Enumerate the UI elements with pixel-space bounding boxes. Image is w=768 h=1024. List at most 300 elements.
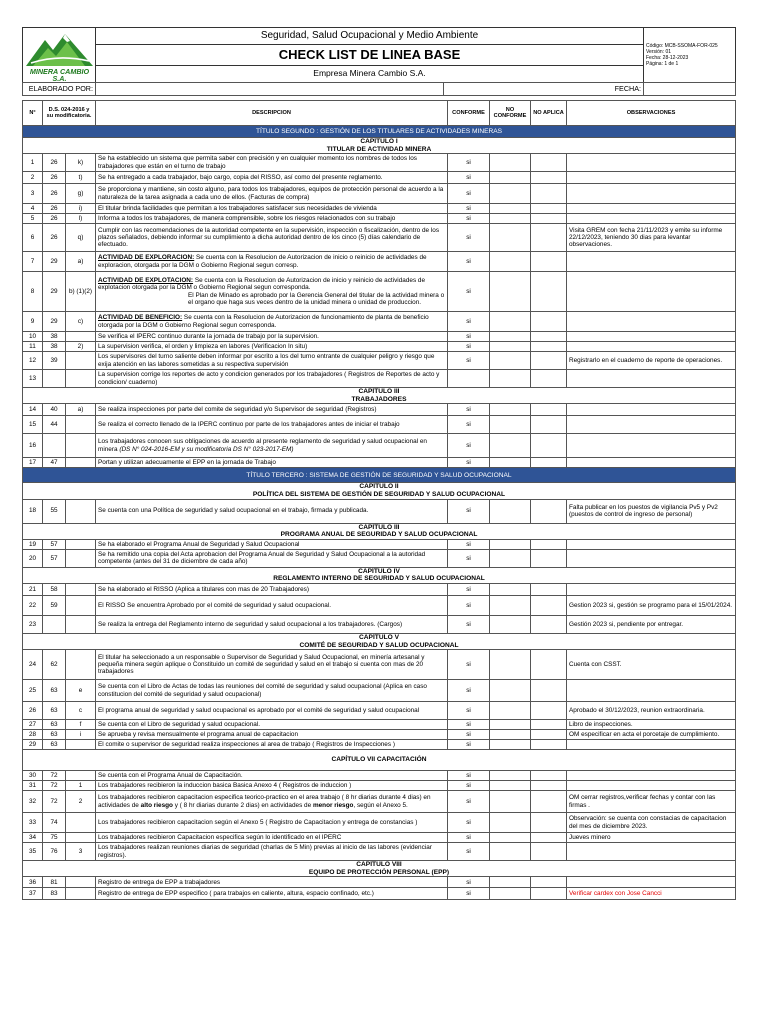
row-description	[96, 214, 448, 224]
no-aplica-cell[interactable]	[531, 771, 567, 781]
conforme-cell[interactable]: si	[448, 214, 490, 224]
row-ds-literal	[66, 813, 96, 833]
row-description	[96, 702, 448, 720]
row-ds-article: 59	[43, 595, 66, 615]
observaciones-cell[interactable]	[567, 172, 736, 184]
row-ds-literal	[66, 549, 96, 567]
no-conforme-cell[interactable]	[490, 888, 531, 900]
description-text: y ( 8 hr diarias durante 2 dias) en actividades de	[172, 801, 313, 809]
checklist-row	[23, 172, 736, 184]
observaciones-cell[interactable]	[567, 332, 736, 342]
description-text: Se verifica el IPERC continuo durante la jornada de trabajo por la supervision.	[98, 332, 319, 340]
observaciones-cell[interactable]: Gestión 2023 si, pendiente por entregar.	[567, 615, 736, 633]
description-text: Se cuenta con el Libro de seguridad y salud ocupacional.	[98, 720, 261, 728]
row-ds-literal: f	[66, 720, 96, 730]
row-ds-literal	[66, 458, 96, 468]
chapter-heading: CAPÍTULO I TITULAR DE ACTIVIDAD MINERA	[23, 138, 736, 154]
document-header	[22, 27, 736, 83]
observaciones-cell[interactable]: Observación: se cuenta con constacias de capacitacion del mes de diciembre 2023.	[567, 813, 736, 833]
no-aplica-cell[interactable]	[531, 595, 567, 615]
no-aplica-cell[interactable]	[531, 740, 567, 750]
no-aplica-cell[interactable]	[531, 877, 567, 888]
row-number: 3	[23, 184, 43, 204]
observaciones-cell[interactable]	[567, 204, 736, 214]
checklist-row	[23, 680, 736, 702]
description-text: Los trabajadores recibieron capacitacion especifica teorico-practico en el area trabajo ( 8 hr diarias durante 4 dias) en actividades de	[98, 794, 431, 809]
description-text: Los trabajadores recibieron la induccion basica Basica Anexo 4 ( Registros de induccion )	[98, 781, 352, 789]
checklist-row	[23, 224, 736, 252]
observaciones-cell[interactable]	[567, 342, 736, 352]
row-description	[96, 352, 448, 370]
no-conforme-cell[interactable]	[490, 404, 531, 416]
no-conforme-cell[interactable]	[490, 730, 531, 740]
row-number: 6	[23, 224, 43, 252]
checklist-row	[23, 813, 736, 833]
conforme-cell[interactable]: si	[448, 352, 490, 370]
row-ds-literal: c)	[66, 312, 96, 332]
no-conforme-cell[interactable]	[490, 416, 531, 434]
checklist-page	[22, 27, 735, 900]
checklist-row	[23, 888, 736, 900]
no-conforme-cell[interactable]	[490, 843, 531, 861]
no-aplica-cell[interactable]	[531, 332, 567, 342]
no-conforme-cell[interactable]	[490, 595, 531, 615]
row-ds-literal	[66, 771, 96, 781]
date-field[interactable]	[644, 83, 736, 96]
prepared-by-row	[22, 82, 736, 96]
conforme-cell[interactable]: si	[448, 730, 490, 740]
no-aplica-cell[interactable]	[531, 416, 567, 434]
no-conforme-cell[interactable]	[490, 650, 531, 680]
no-aplica-cell[interactable]	[531, 888, 567, 900]
no-conforme-cell[interactable]	[490, 204, 531, 214]
chapter-heading: CAPÍTULO V COMITÉ DE SEGURIDAD Y SALUD OCUPACIONAL	[23, 633, 736, 649]
conforme-cell[interactable]: si	[448, 720, 490, 730]
description-text: Se realiza el correcto llenado de la IPERC continuo por parte de los trabajadores antes de iniciar el trabajo	[98, 421, 400, 429]
no-aplica-cell[interactable]	[531, 154, 567, 172]
no-conforme-cell[interactable]	[490, 781, 531, 791]
conforme-cell[interactable]: si	[448, 499, 490, 523]
conforme-cell[interactable]: si	[448, 833, 490, 843]
row-ds-article: 83	[43, 888, 66, 900]
observaciones-cell[interactable]: Cuenta con CSST.	[567, 650, 736, 680]
description-text: La supervision verifica, el orden y limpieza en labores (Verificacion In situ)	[98, 342, 308, 350]
chapter-heading: CAPÍTULO IV REGLAMENTO INTERNO DE SEGURIDAD Y SALUD OCUPACIONAL	[23, 567, 736, 583]
description-text: , según el Anexo 5.	[353, 801, 408, 809]
row-ds-article	[43, 434, 66, 458]
no-aplica-cell[interactable]	[531, 843, 567, 861]
conforme-cell[interactable]: si	[448, 702, 490, 720]
row-number: 12	[23, 352, 43, 370]
row-ds-article: 81	[43, 877, 66, 888]
conforme-cell[interactable]: si	[448, 813, 490, 833]
observaciones-cell[interactable]	[567, 740, 736, 750]
col-no-aplica: NO APLICA	[531, 101, 567, 126]
no-conforme-cell[interactable]	[490, 833, 531, 843]
checklist-row	[23, 791, 736, 813]
no-aplica-cell[interactable]	[531, 252, 567, 272]
description-text: Se ha establecido un sistema que permita saber con precisión y en cualquier momento los nombres de todos los trabajadores que están en el turno de trabajo	[98, 155, 417, 170]
row-description	[96, 184, 448, 204]
description-text: El comite o supervisor de seguridad realiza inspecciones al area de trabajo ( Registros de Inspecciones )	[98, 740, 395, 748]
conforme-cell[interactable]: si	[448, 549, 490, 567]
observaciones-cell[interactable]	[567, 781, 736, 791]
row-ds-literal	[66, 332, 96, 342]
row-ds-article: 63	[43, 702, 66, 720]
no-aplica-cell[interactable]	[531, 702, 567, 720]
checklist-row	[23, 332, 736, 342]
no-conforme-cell[interactable]	[490, 342, 531, 352]
conforme-cell[interactable]: si	[448, 416, 490, 434]
row-ds-article	[43, 615, 66, 633]
observaciones-cell[interactable]	[567, 843, 736, 861]
no-conforme-cell[interactable]	[490, 434, 531, 458]
no-aplica-cell[interactable]	[531, 813, 567, 833]
row-ds-article: 72	[43, 781, 66, 791]
row-ds-literal: i	[66, 730, 96, 740]
conforme-cell[interactable]: si	[448, 342, 490, 352]
checklist-row	[23, 720, 736, 730]
description-text: menor riesgo	[312, 801, 354, 809]
no-aplica-cell[interactable]	[531, 342, 567, 352]
no-conforme-cell[interactable]	[490, 172, 531, 184]
no-conforme-cell[interactable]	[490, 332, 531, 342]
observaciones-cell[interactable]: OM especificar en acta el porcetaje de cumplimiento.	[567, 730, 736, 740]
no-aplica-cell[interactable]	[531, 352, 567, 370]
no-conforme-cell[interactable]	[490, 352, 531, 370]
checklist-row	[23, 434, 736, 458]
no-conforme-cell[interactable]	[490, 370, 531, 388]
no-aplica-cell[interactable]	[531, 539, 567, 549]
observaciones-cell[interactable]: Aprobado el 30/12/2023, reunion extraordinaria.	[567, 702, 736, 720]
conforme-cell[interactable]: si	[448, 539, 490, 549]
row-ds-literal	[66, 539, 96, 549]
row-description	[96, 370, 448, 388]
date-label: FECHA:	[444, 83, 644, 96]
row-ds-literal	[66, 499, 96, 523]
observaciones-cell[interactable]: Verificar cardex con Jose Cancci	[567, 888, 736, 900]
observaciones-cell[interactable]	[567, 458, 736, 468]
checklist-row	[23, 595, 736, 615]
chapter-heading: CAPÍTULO VII CAPACITACIÓN	[23, 750, 736, 771]
row-description	[96, 781, 448, 791]
checklist-row	[23, 740, 736, 750]
row-number: 13	[23, 370, 43, 388]
conforme-cell[interactable]: si	[448, 843, 490, 861]
row-number: 34	[23, 833, 43, 843]
row-description	[96, 833, 448, 843]
row-ds-article: 63	[43, 740, 66, 750]
observaciones-cell[interactable]	[567, 184, 736, 204]
no-aplica-cell[interactable]	[531, 312, 567, 332]
description-text: Se aprueba y revisa mensualmente el programa anual de capacitacion	[98, 730, 299, 738]
no-conforme-cell[interactable]	[490, 214, 531, 224]
document-title: CHECK LIST DE LINEA BASE	[96, 45, 644, 65]
no-conforme-cell[interactable]	[490, 720, 531, 730]
col-description: DESCRIPCION	[96, 101, 448, 126]
no-aplica-cell[interactable]	[531, 434, 567, 458]
no-aplica-cell[interactable]	[531, 214, 567, 224]
no-aplica-cell[interactable]	[531, 583, 567, 595]
checklist-row	[23, 214, 736, 224]
row-description	[96, 539, 448, 549]
conforme-cell[interactable]: si	[448, 791, 490, 813]
observaciones-cell[interactable]	[567, 370, 736, 388]
row-ds-article: 63	[43, 680, 66, 702]
observaciones-cell[interactable]	[567, 416, 736, 434]
conforme-cell[interactable]: si	[448, 184, 490, 204]
row-number: 21	[23, 583, 43, 595]
row-ds-article: 76	[43, 843, 66, 861]
row-description	[96, 595, 448, 615]
description-text: El Plan de Minado es aprobado por la Gerencia General del titular de la actividad minera o el organo que haga sus veces dentro de la unidad minera o unidad de produccion.	[188, 291, 445, 307]
row-number: 28	[23, 730, 43, 740]
no-conforme-cell[interactable]	[490, 224, 531, 252]
observaciones-cell[interactable]	[567, 771, 736, 781]
row-ds-article: 72	[43, 771, 66, 781]
no-aplica-cell[interactable]	[531, 720, 567, 730]
description-text: El programa anual de seguridad y salud ocupacional es aprobado por el comité de seguridad y salud ocupacional	[98, 706, 420, 714]
no-conforme-cell[interactable]	[490, 184, 531, 204]
row-ds-article: 29	[43, 272, 66, 312]
no-aplica-cell[interactable]	[531, 833, 567, 843]
row-description	[96, 843, 448, 861]
conforme-cell[interactable]: si	[448, 888, 490, 900]
row-description	[96, 720, 448, 730]
row-ds-article: 75	[43, 833, 66, 843]
row-ds-literal	[66, 370, 96, 388]
observaciones-cell[interactable]	[567, 404, 736, 416]
observaciones-cell[interactable]	[567, 549, 736, 567]
no-conforme-cell[interactable]	[490, 702, 531, 720]
checklist-row	[23, 833, 736, 843]
checklist-row	[23, 781, 736, 791]
row-ds-literal	[66, 434, 96, 458]
observaciones-cell[interactable]	[567, 680, 736, 702]
no-aplica-cell[interactable]	[531, 730, 567, 740]
checklist-table	[22, 100, 736, 900]
description-text: Se cuenta con la Resolucion de Autorizacion de inicio y reinicio de actividades de explotacion otorgada por la DGM o Gobierno Regional segun corresponda.	[98, 276, 426, 292]
no-conforme-cell[interactable]	[490, 771, 531, 781]
row-ds-literal	[66, 888, 96, 900]
conforme-cell[interactable]: si	[448, 312, 490, 332]
observaciones-cell[interactable]: Falta publicar en los puestos de vigilancia Pv5 y Pv2 (puestos de control de ingreso de personal)	[567, 499, 736, 523]
no-conforme-cell[interactable]	[490, 583, 531, 595]
row-ds-literal	[66, 416, 96, 434]
row-ds-article: 26	[43, 204, 66, 214]
observaciones-cell[interactable]	[567, 434, 736, 458]
observaciones-cell[interactable]	[567, 272, 736, 312]
no-aplica-cell[interactable]	[531, 204, 567, 214]
checklist-row	[23, 549, 736, 567]
no-conforme-cell[interactable]	[490, 791, 531, 813]
row-description	[96, 615, 448, 633]
row-description	[96, 252, 448, 272]
conforme-cell[interactable]: si	[448, 404, 490, 416]
conforme-cell[interactable]	[448, 370, 490, 388]
row-ds-article: 38	[43, 342, 66, 352]
row-ds-literal: e	[66, 680, 96, 702]
row-ds-literal	[66, 740, 96, 750]
no-conforme-cell[interactable]	[490, 680, 531, 702]
checklist-row	[23, 204, 736, 214]
conforme-cell[interactable]: si	[448, 204, 490, 214]
row-number: 16	[23, 434, 43, 458]
description-text: Registro de entrega de EPP especifico ( para trabajos en caliente, altura, espacio confinado, etc.)	[98, 890, 374, 898]
conforme-cell[interactable]: si	[448, 595, 490, 615]
conforme-cell[interactable]: si	[448, 680, 490, 702]
row-ds-article: 26	[43, 154, 66, 172]
observaciones-cell[interactable]	[567, 252, 736, 272]
row-number: 8	[23, 272, 43, 312]
row-ds-literal	[66, 877, 96, 888]
conforme-cell[interactable]: si	[448, 332, 490, 342]
row-ds-literal	[66, 615, 96, 633]
conforme-cell[interactable]: si	[448, 615, 490, 633]
conforme-cell[interactable]: si	[448, 172, 490, 184]
no-aplica-cell[interactable]	[531, 499, 567, 523]
no-conforme-cell[interactable]	[490, 877, 531, 888]
description-text: Los trabajadores recibieron Capacitacion especifica según lo identificado en el IPERC	[98, 833, 342, 841]
row-number: 7	[23, 252, 43, 272]
description-text: Se proporciona y mantiene, sin costo alguno, para todos los trabajadores, equipos de protección personal de acuerdo a la naturaleza de la tarea asignada a cada uno de ellos. (Facturas de compra)	[98, 186, 444, 201]
observaciones-cell[interactable]: Libro de inspecciones.	[567, 720, 736, 730]
row-description	[96, 583, 448, 595]
row-ds-article: 38	[43, 332, 66, 342]
row-ds-literal	[66, 583, 96, 595]
no-conforme-cell[interactable]	[490, 312, 531, 332]
checklist-row	[23, 877, 736, 888]
conforme-cell[interactable]: si	[448, 252, 490, 272]
no-aplica-cell[interactable]	[531, 172, 567, 184]
no-conforme-cell[interactable]	[490, 252, 531, 272]
row-ds-literal	[66, 650, 96, 680]
conforme-cell[interactable]: si	[448, 771, 490, 781]
row-ds-article: 47	[43, 458, 66, 468]
no-conforme-cell[interactable]	[490, 813, 531, 833]
row-ds-literal: g)	[66, 184, 96, 204]
checklist-row	[23, 458, 736, 468]
conforme-cell[interactable]: si	[448, 434, 490, 458]
row-description	[96, 332, 448, 342]
observaciones-cell[interactable]: OM cerrar registros,verificar fechas y contar con las firmas .	[567, 791, 736, 813]
observaciones-cell[interactable]	[567, 154, 736, 172]
conforme-cell[interactable]: si	[448, 272, 490, 312]
observaciones-cell[interactable]: Jueves minero	[567, 833, 736, 843]
checklist-row	[23, 843, 736, 861]
row-number: 22	[23, 595, 43, 615]
checklist-row	[23, 272, 736, 312]
row-description	[96, 680, 448, 702]
observaciones-cell[interactable]	[567, 583, 736, 595]
row-ds-article	[43, 370, 66, 388]
row-ds-literal	[66, 352, 96, 370]
no-conforme-cell[interactable]	[490, 740, 531, 750]
conforme-cell[interactable]: si	[448, 740, 490, 750]
activity-heading: ACTIVIDAD DE BENEFICIO:	[98, 314, 183, 322]
row-description	[96, 404, 448, 416]
column-headers	[23, 101, 736, 126]
conforme-cell[interactable]: si	[448, 458, 490, 468]
row-number: 14	[23, 404, 43, 416]
no-aplica-cell[interactable]	[531, 791, 567, 813]
row-description	[96, 730, 448, 740]
conforme-cell[interactable]: si	[448, 583, 490, 595]
row-number: 36	[23, 877, 43, 888]
conforme-cell[interactable]: si	[448, 781, 490, 791]
description-text: Se ha entregado a cada trabajador, bajo cargo, copia del RISSO, así como del presente reglamento.	[98, 173, 383, 181]
no-conforme-cell[interactable]	[490, 615, 531, 633]
row-number: 27	[23, 720, 43, 730]
no-aplica-cell[interactable]	[531, 781, 567, 791]
chapter-heading: CAPÍTULO III TRABAJADORES	[23, 388, 736, 404]
no-conforme-cell[interactable]	[490, 499, 531, 523]
row-ds-literal: b) (1)(2)	[66, 272, 96, 312]
no-aplica-cell[interactable]	[531, 370, 567, 388]
chapter-heading: CAPÍTULO III PROGRAMA ANUAL DE SEGURIDAD Y SALUD OCUPACIONAL	[23, 523, 736, 539]
observaciones-cell[interactable]: Visita GREM con fecha 21/11/2023 y emite su informe 22/12/2023, teniendo 30 dias para levantar observaciones.	[567, 224, 736, 252]
no-aplica-cell[interactable]	[531, 549, 567, 567]
conforme-cell[interactable]: si	[448, 154, 490, 172]
no-aplica-cell[interactable]	[531, 458, 567, 468]
observaciones-cell[interactable]	[567, 539, 736, 549]
no-aplica-cell[interactable]	[531, 404, 567, 416]
no-conforme-cell[interactable]	[490, 549, 531, 567]
no-conforme-cell[interactable]	[490, 539, 531, 549]
row-description	[96, 434, 448, 458]
checklist-row	[23, 771, 736, 781]
no-aplica-cell[interactable]	[531, 224, 567, 252]
conforme-cell[interactable]: si	[448, 650, 490, 680]
no-conforme-cell[interactable]	[490, 154, 531, 172]
observaciones-cell[interactable]	[567, 214, 736, 224]
no-aplica-cell[interactable]	[531, 184, 567, 204]
no-aplica-cell[interactable]	[531, 650, 567, 680]
col-ds: D.S. 024-2016 y su modificatoria.	[43, 101, 96, 126]
conforme-cell[interactable]: si	[448, 224, 490, 252]
row-ds-literal: 1	[66, 781, 96, 791]
no-aplica-cell[interactable]	[531, 272, 567, 312]
row-ds-literal	[66, 595, 96, 615]
row-ds-literal: a)	[66, 252, 96, 272]
checklist-row	[23, 184, 736, 204]
col-observaciones: OBSERVACIONES	[567, 101, 736, 126]
observaciones-cell[interactable]: Registrarlo en el cuaderno de reporte de operaciones.	[567, 352, 736, 370]
row-ds-article: 26	[43, 184, 66, 204]
row-description	[96, 771, 448, 781]
row-ds-article: 63	[43, 720, 66, 730]
row-ds-article: 72	[43, 791, 66, 813]
no-aplica-cell[interactable]	[531, 615, 567, 633]
observaciones-cell[interactable]: Gestion 2023 si, gestión se programo para el 15/01/2024.	[567, 595, 736, 615]
observaciones-cell[interactable]	[567, 312, 736, 332]
row-ds-article: 29	[43, 252, 66, 272]
conforme-cell[interactable]: si	[448, 877, 490, 888]
checklist-row	[23, 154, 736, 172]
row-ds-literal: q)	[66, 224, 96, 252]
no-conforme-cell[interactable]	[490, 458, 531, 468]
description-text: Se ha elaborado el Programa Anual de Seguridad y Salud Ocupacional	[98, 540, 300, 548]
row-description	[96, 549, 448, 567]
observaciones-cell[interactable]	[567, 877, 736, 888]
no-conforme-cell[interactable]	[490, 272, 531, 312]
row-number: 5	[23, 214, 43, 224]
checklist-row	[23, 312, 736, 332]
prepared-by-field[interactable]	[96, 83, 444, 96]
row-ds-literal: i)	[66, 204, 96, 214]
no-aplica-cell[interactable]	[531, 680, 567, 702]
row-number: 24	[23, 650, 43, 680]
